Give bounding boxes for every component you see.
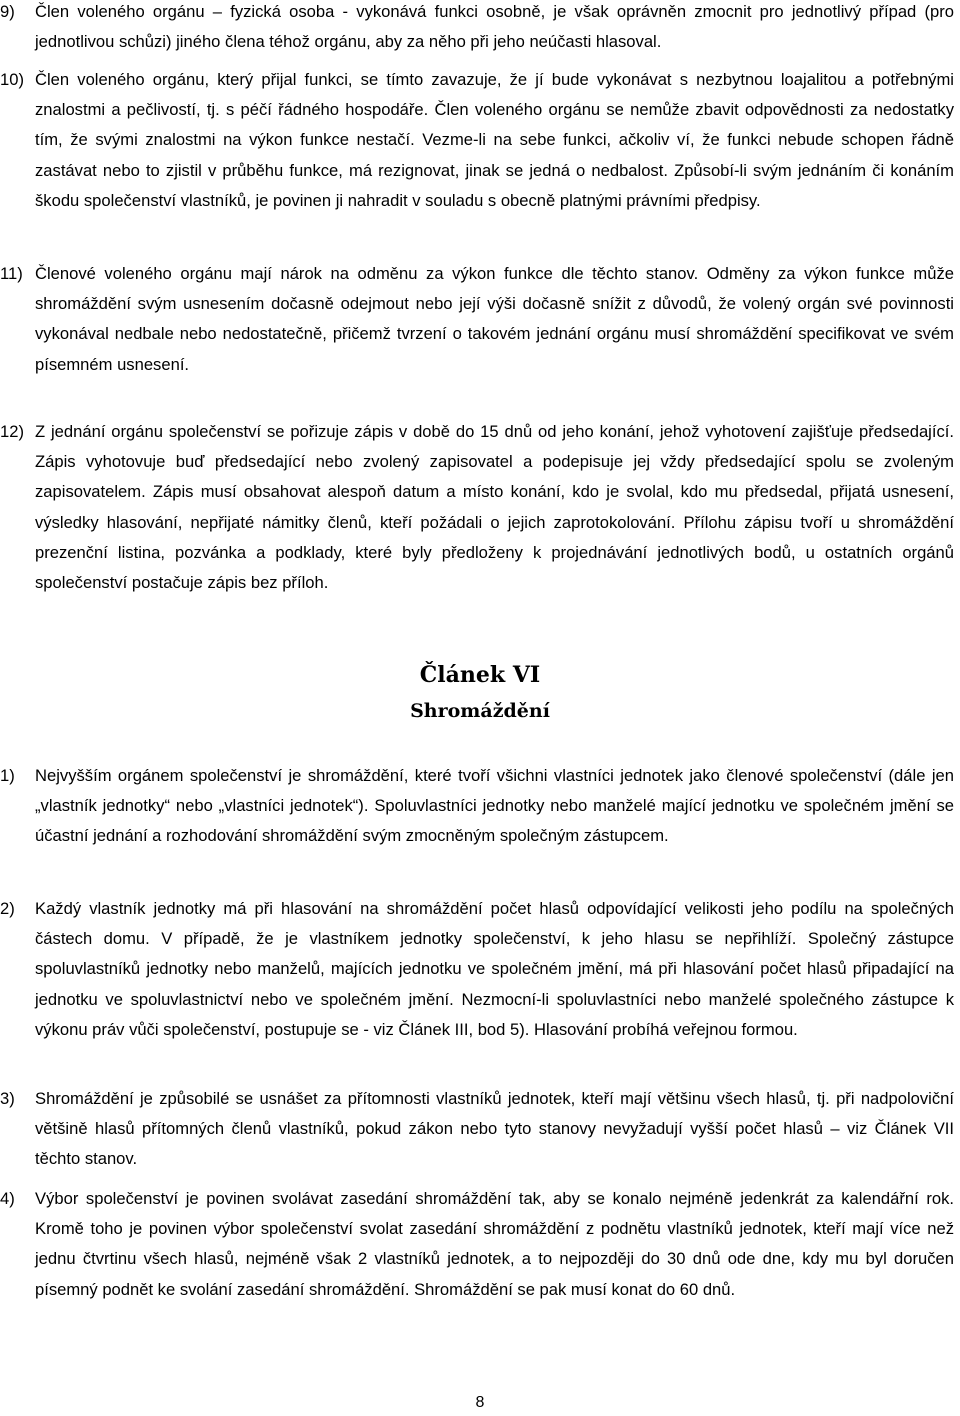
article-subtitle: Shromáždění xyxy=(410,700,550,722)
list-item xyxy=(0,761,955,852)
list-item xyxy=(0,894,955,1045)
page-number: 8 xyxy=(475,1394,485,1411)
item-number: 1) xyxy=(0,766,15,785)
item-number: 9) xyxy=(0,2,15,21)
item-text: Každý vlastník jednotky má při hlasování na shromáždění počet hlasů odpovídající velikosti jeho podílu na společných částech domu. V případě, že je vlastníkem jednotky společenství, k jeho hlasu se nepřihlíží. Společný zástupce spoluvlastníků jednotky nebo manželů, majících jednotku ve společném jmění, má při hlasování počet hlasů připadající na jednotku ve spoluvlastnictví nebo ve společném jmění. Nezmocní-li spoluvlastníci nebo manželé společného zástupce k výkonu práv vůči společenství, postupuje se - viz Článek III, bod 5). Hlasování probíhá veřejnou formou. xyxy=(35,899,954,1039)
list-item xyxy=(0,1184,955,1305)
item-number: 11) xyxy=(0,264,23,283)
item-text: Z jednání orgánu společenství se pořizuje zápis v době do 15 dnů od jeho konání, jehož vyhotovení zajišťuje předsedající. Zápis vyhotovuje buď předsedající nebo zvolený zapisovatel a podepisuje jej vždy předsedající spolu se zvoleným zapisovatelem. Zápis musí obsahovat alespoň datum a místo konání, kdo je svolal, kdo mu předsedal, přijatá usnesení, výsledky hlasování, nepřijaté námitky členů, kteří požádali o jejich zaprotokolování. Přílohu zápisu tvoří u shromáždění prezenční listina, pozvánka a podklady, které byly předloženy k projednávání jednotlivých bodů, u ostatních orgánů společenství postačuje zápis bez příloh. xyxy=(35,422,954,593)
item-text: Shromáždění je způsobilé se usnášet za přítomnosti vlastníků jednotek, kteří mají většinu všech hlasů, tj. při nadpoloviční většině hlasů přítomných členů vlastníků, pokud zákon nebo tyto stanovy nevyžadují vyšší počet hlasů – viz Článek VII těchto stanov. xyxy=(35,1089,954,1169)
list-item xyxy=(0,417,955,598)
item-number: 10) xyxy=(0,70,24,89)
item-text: Člen voleného orgánu – fyzická osoba - vykonává funkci osobně, je však oprávněn zmocnit pro jednotlivý případ (pro jednotlivou schůzi) jiného člena téhož orgánu, aby za něho při jeho neúčasti hlasoval. xyxy=(35,2,954,52)
item-text: Člen voleného orgánu, který přijal funkci, se tímto zavazuje, že jí bude vykonávat s nezbytnou loajalitou a potřebnými znalostmi a pečlivostí, tj. s péčí řádného hospodáře. Člen voleného orgánu se nemůže zbavit odpovědnosti za nedostatky tím, že svými znalostmi na výkon funkce nestačí. Vezme-li na sebe funkci, ačkoliv ví, že funkci nebude schopen řádně zastávat nebo to zjistil v průběhu funkce, má rezignovat, jinak se jedná o nedbalost. Způsobí-li svým jednáním či konáním škodu společenství vlastníků, je povinen ji nahradit v souladu s obecně platnými právními předpisy. xyxy=(35,70,954,210)
list-item xyxy=(0,0,955,57)
item-number: 4) xyxy=(0,1189,15,1208)
list-item xyxy=(0,65,955,216)
item-text: Výbor společenství je povinen svolávat zasedání shromáždění tak, aby se konalo nejméně jedenkrát za kalendářní rok. Kromě toho je povinen výbor společenství svolat zasedání shromáždění z podnětu vlastníků jednotek, kteří mají více než jednu čtvrtinu všech hlasů, nejméně však 2 vlastníků jednotek, a to nejpozději do 30 dnů ode dne, kdy mu byl doručen písemný podnět ke svolání zasedání shromáždění. Shromáždění se pak musí konat do 60 dnů. xyxy=(35,1189,954,1299)
item-number: 3) xyxy=(0,1089,15,1108)
item-number: 12) xyxy=(0,422,24,441)
item-number: 2) xyxy=(0,899,15,918)
article-title: Článek VI xyxy=(419,662,541,688)
list-item xyxy=(0,259,955,380)
item-text: Členové voleného orgánu mají nárok na odměnu za výkon funkce dle těchto stanov. Odměny za výkon funkce může shromáždění svým usnesením dočasně odejmout nebo její výši dočasně snížit z důvodů, že volený orgán své povinnosti vykonával nedbale nebo nedostatečně, přičemž tvrzení o takovém jednání orgánu musí shromáždění specifikovat ve svém písemném usnesení. xyxy=(35,264,954,374)
list-item xyxy=(0,1084,955,1175)
item-text: Nejvyšším orgánem společenství je shromáždění, které tvoří všichni vlastníci jednotek jako členové společenství (dále jen „vlastník jednotky“ nebo „vlastníci jednotek“). Spoluvlastníci jednotky nebo manželé mající jednotku ve společném jmění se účastní jednání a rozhodování shromáždění svým zmocněným společným zástupcem. xyxy=(35,766,954,846)
